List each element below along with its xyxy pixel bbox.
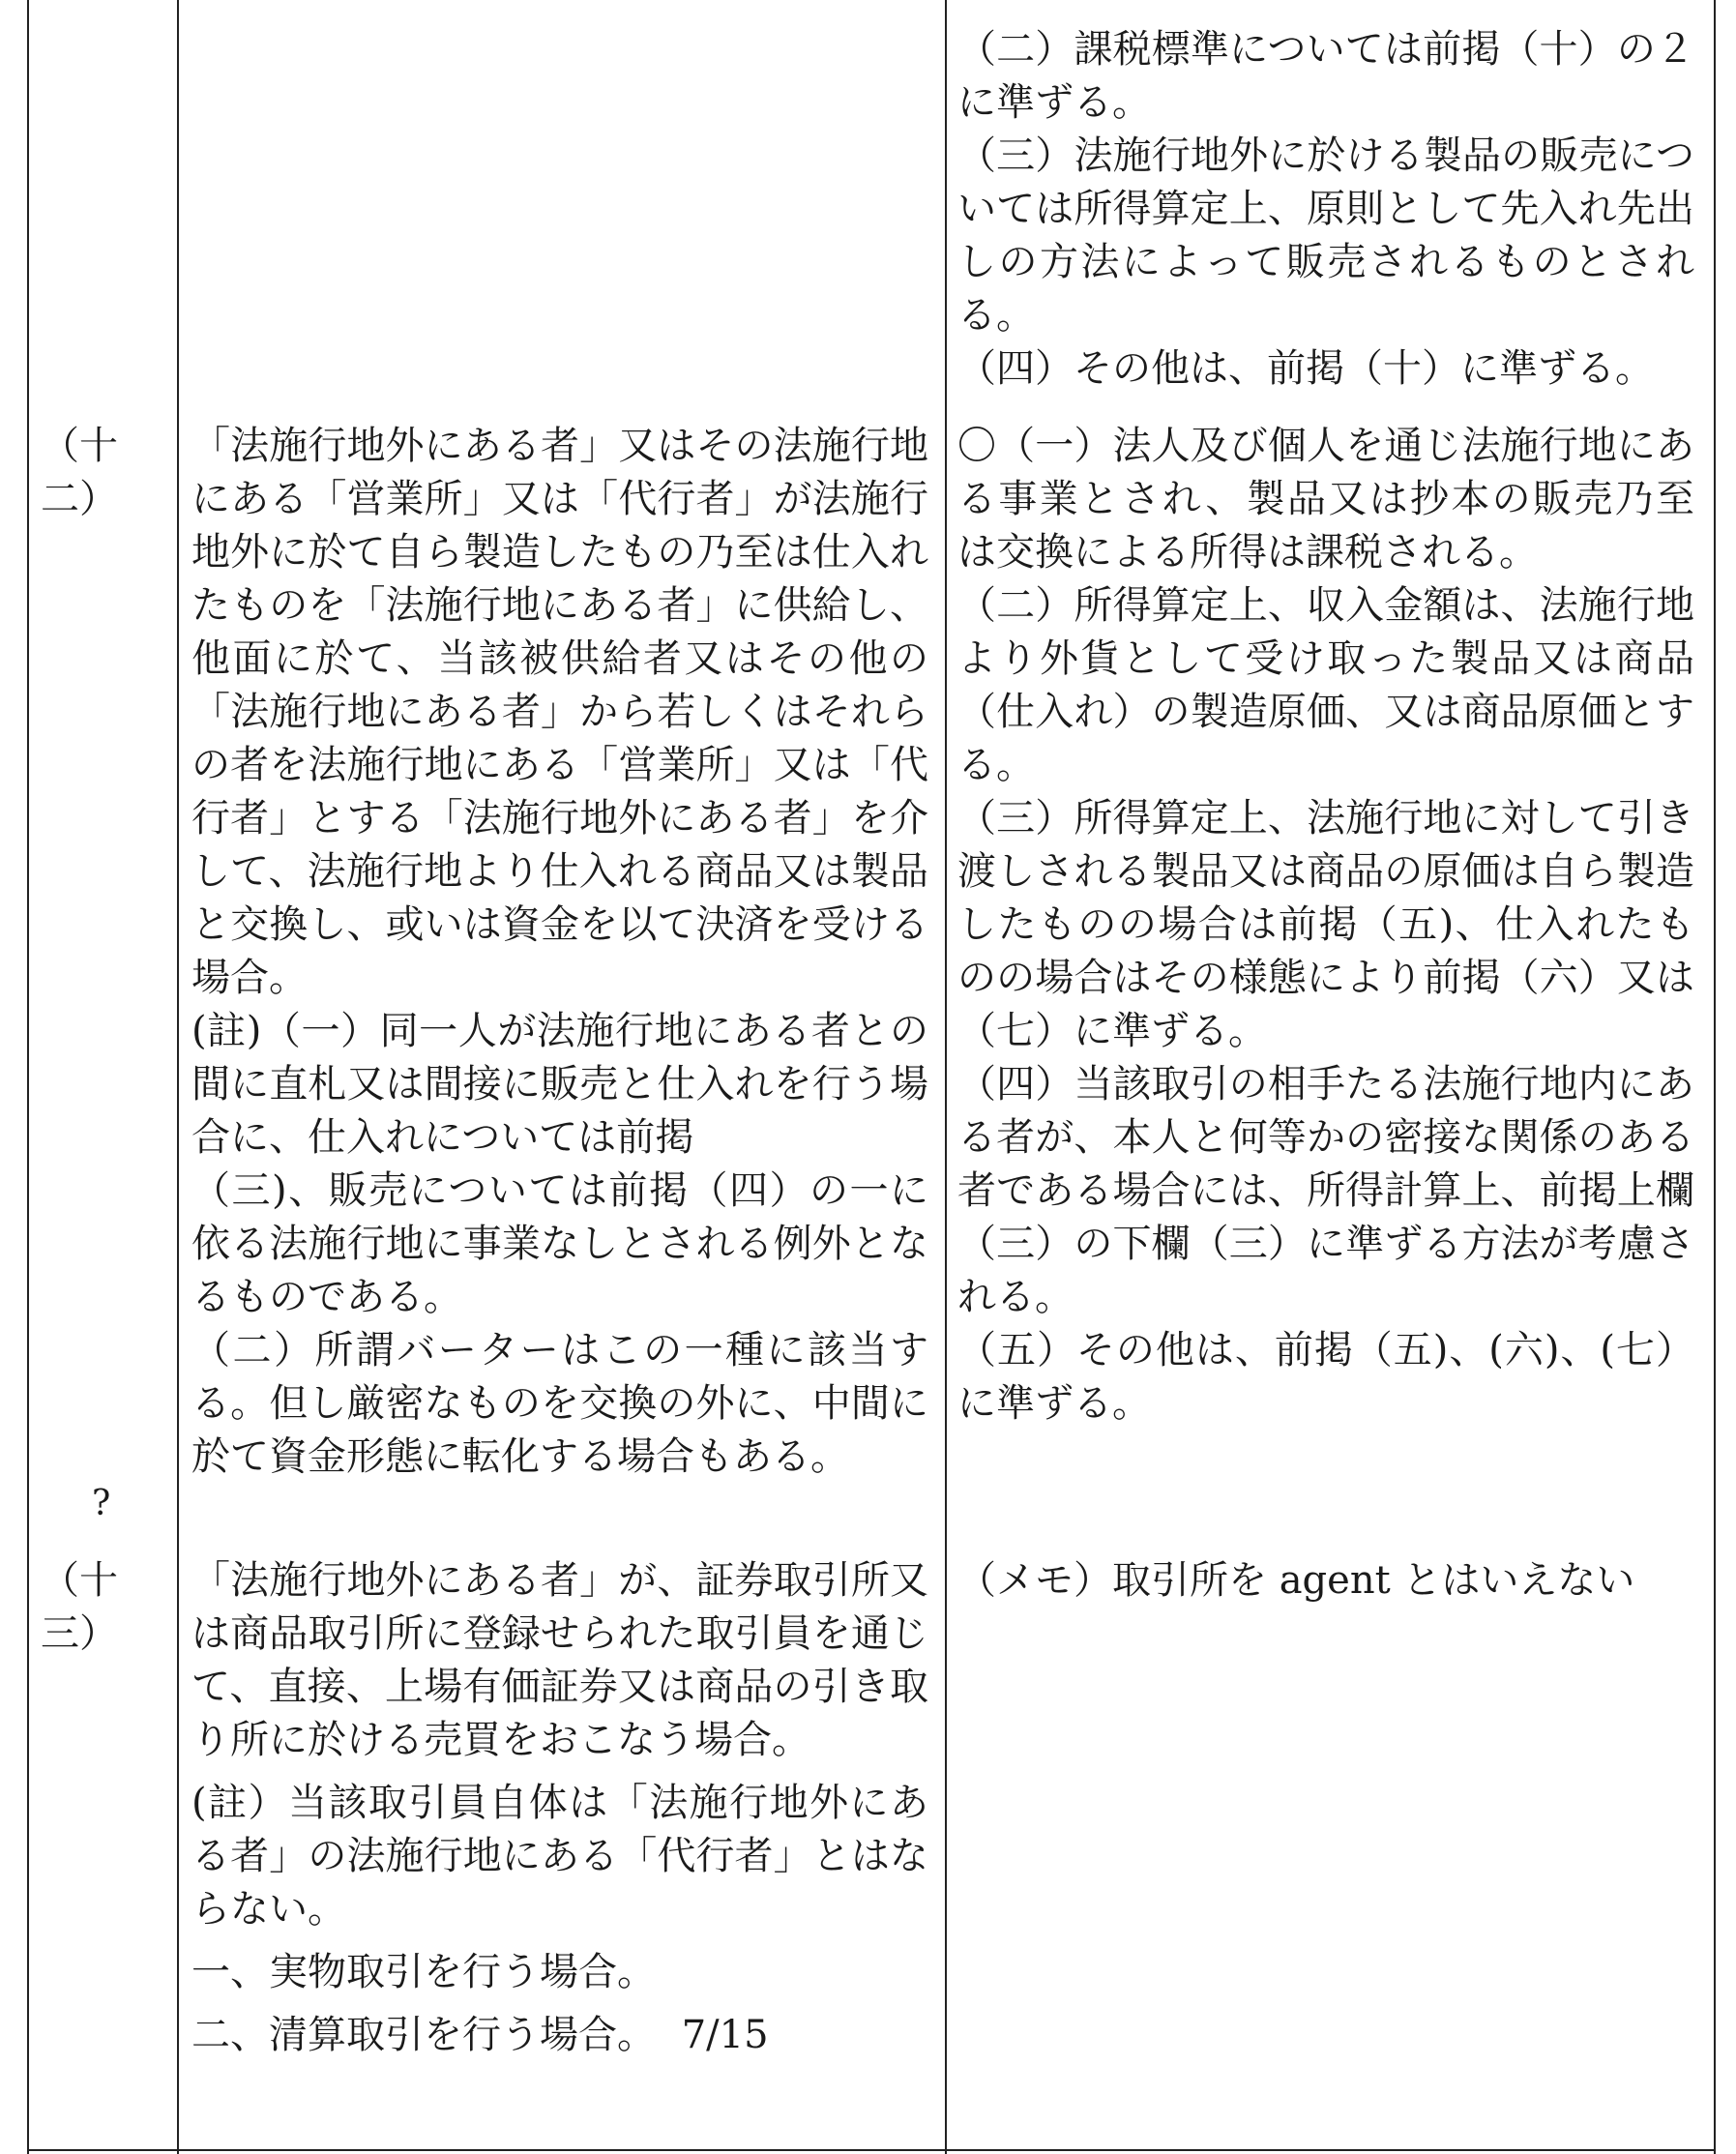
text-paragraph: （二）課税標準については前掲（十）の２に準ずる。 (957, 27, 1694, 125)
text-paragraph (191, 2009, 928, 2062)
text-paragraph: 〇（一）法人及び個人を通じ法施行地にある事業とされ、製品又は抄本の販売乃至は交換による所得は課税される。 (957, 424, 1694, 575)
text-paragraph: （二）所謂バーターはこの一種に該当する。但し厳密なものを交換の外に、中間に於て資金形態に転化する場合もある。 (191, 1328, 928, 1479)
text-paragraph: （五）その他は、前掲（五)、(六)、(七）に準ずる。 (957, 1328, 1694, 1426)
text-paragraph: （四）その他は、前掲（十）に準ずる。 (957, 346, 1654, 391)
question-mark: ? (92, 1484, 111, 1523)
row13-case-cell (191, 1554, 928, 2062)
column-divider-1 (177, 0, 179, 2154)
memo-note: （メモ）取引所を agent とはいえない (957, 1558, 1635, 1603)
page-number: 7/15 (681, 2013, 769, 2057)
row12-treatment-cell (957, 420, 1694, 1431)
text-paragraph: (註）当該取引員自体は「法施行地外にある者」の法施行地にある「代行者」とはならない。 (191, 1781, 928, 1932)
text-paragraph: （三）法施行地外に於ける製品の販売については所得算定上、原則として先入れ先出しの方法によって販売されるものとされる。 (957, 133, 1694, 338)
table-border-bottom (27, 2149, 1716, 2151)
row12-case-cell (191, 420, 928, 1484)
text-paragraph: （三)、販売については前掲（四）の一に依る法施行地に事業なしとされる例外となるものである。 (191, 1168, 928, 1319)
text-paragraph: （四）当該取引の相手たる法施行地内にある者が、本人と何等かの密接な関係のある者である場合には、所得計算上、前掲上欄（三）の下欄（三）に準ずる方法が考慮される。 (957, 1062, 1694, 1319)
top-right-cell (957, 23, 1694, 396)
row-number-12: （十二） (41, 424, 118, 521)
row13-treatment-cell (957, 1554, 1694, 1608)
text-line: 二、清算取引を行う場合。 (191, 2013, 656, 2057)
table-border-right (1714, 0, 1716, 2154)
text-paragraph: 「法施行地外にある者」が、証券取引所又は商品取引所に登録せられた取引員を通じて、直接、上場有価証券又は商品の引き取り所に於ける売買をおこなう場合。 (191, 1558, 928, 1762)
text-paragraph: 「法施行地外にある者」又はその法施行地にある「営業所」又は「代行者」が法施行地外に於て自ら製造したもの乃至は仕入れたものを「法施行地にある者」に供給し、他面に於て、当該被供給者又はその他の「法施行地にある者」から若しくはそれらの者を法施行地にある「営業所」又は「代行者」とする「法施行地外にある者」を介して、法施行地より仕入れる商品又は製品と交換し、或いは資金を以て決済を受ける場合。 (191, 424, 928, 1000)
text-paragraph: （二）所得算定上、収入金額は、法施行地より外貨として受け取った製品又は商品（仕入れ）の製造原価、又は商品原価とする。 (957, 583, 1694, 787)
table-border-left (27, 0, 29, 2154)
text-paragraph: （三）所得算定上、法施行地に対して引き渡しされる製品又は商品の原価は自ら製造したものの場合は前掲（五)、仕入れたものの場合はその様態により前掲（六）又は（七）に準ずる。 (957, 796, 1694, 1053)
text-paragraph: (註)（一）同一人が法施行地にある者との間に直札又は間接に販売と仕入れを行う場合に、仕入れについては前掲 (191, 1009, 928, 1160)
row-number-13: （十三） (41, 1558, 118, 1656)
column-divider-2 (945, 0, 947, 2154)
text-paragraph: 一、実物取引を行う場合。 (191, 1950, 656, 1994)
